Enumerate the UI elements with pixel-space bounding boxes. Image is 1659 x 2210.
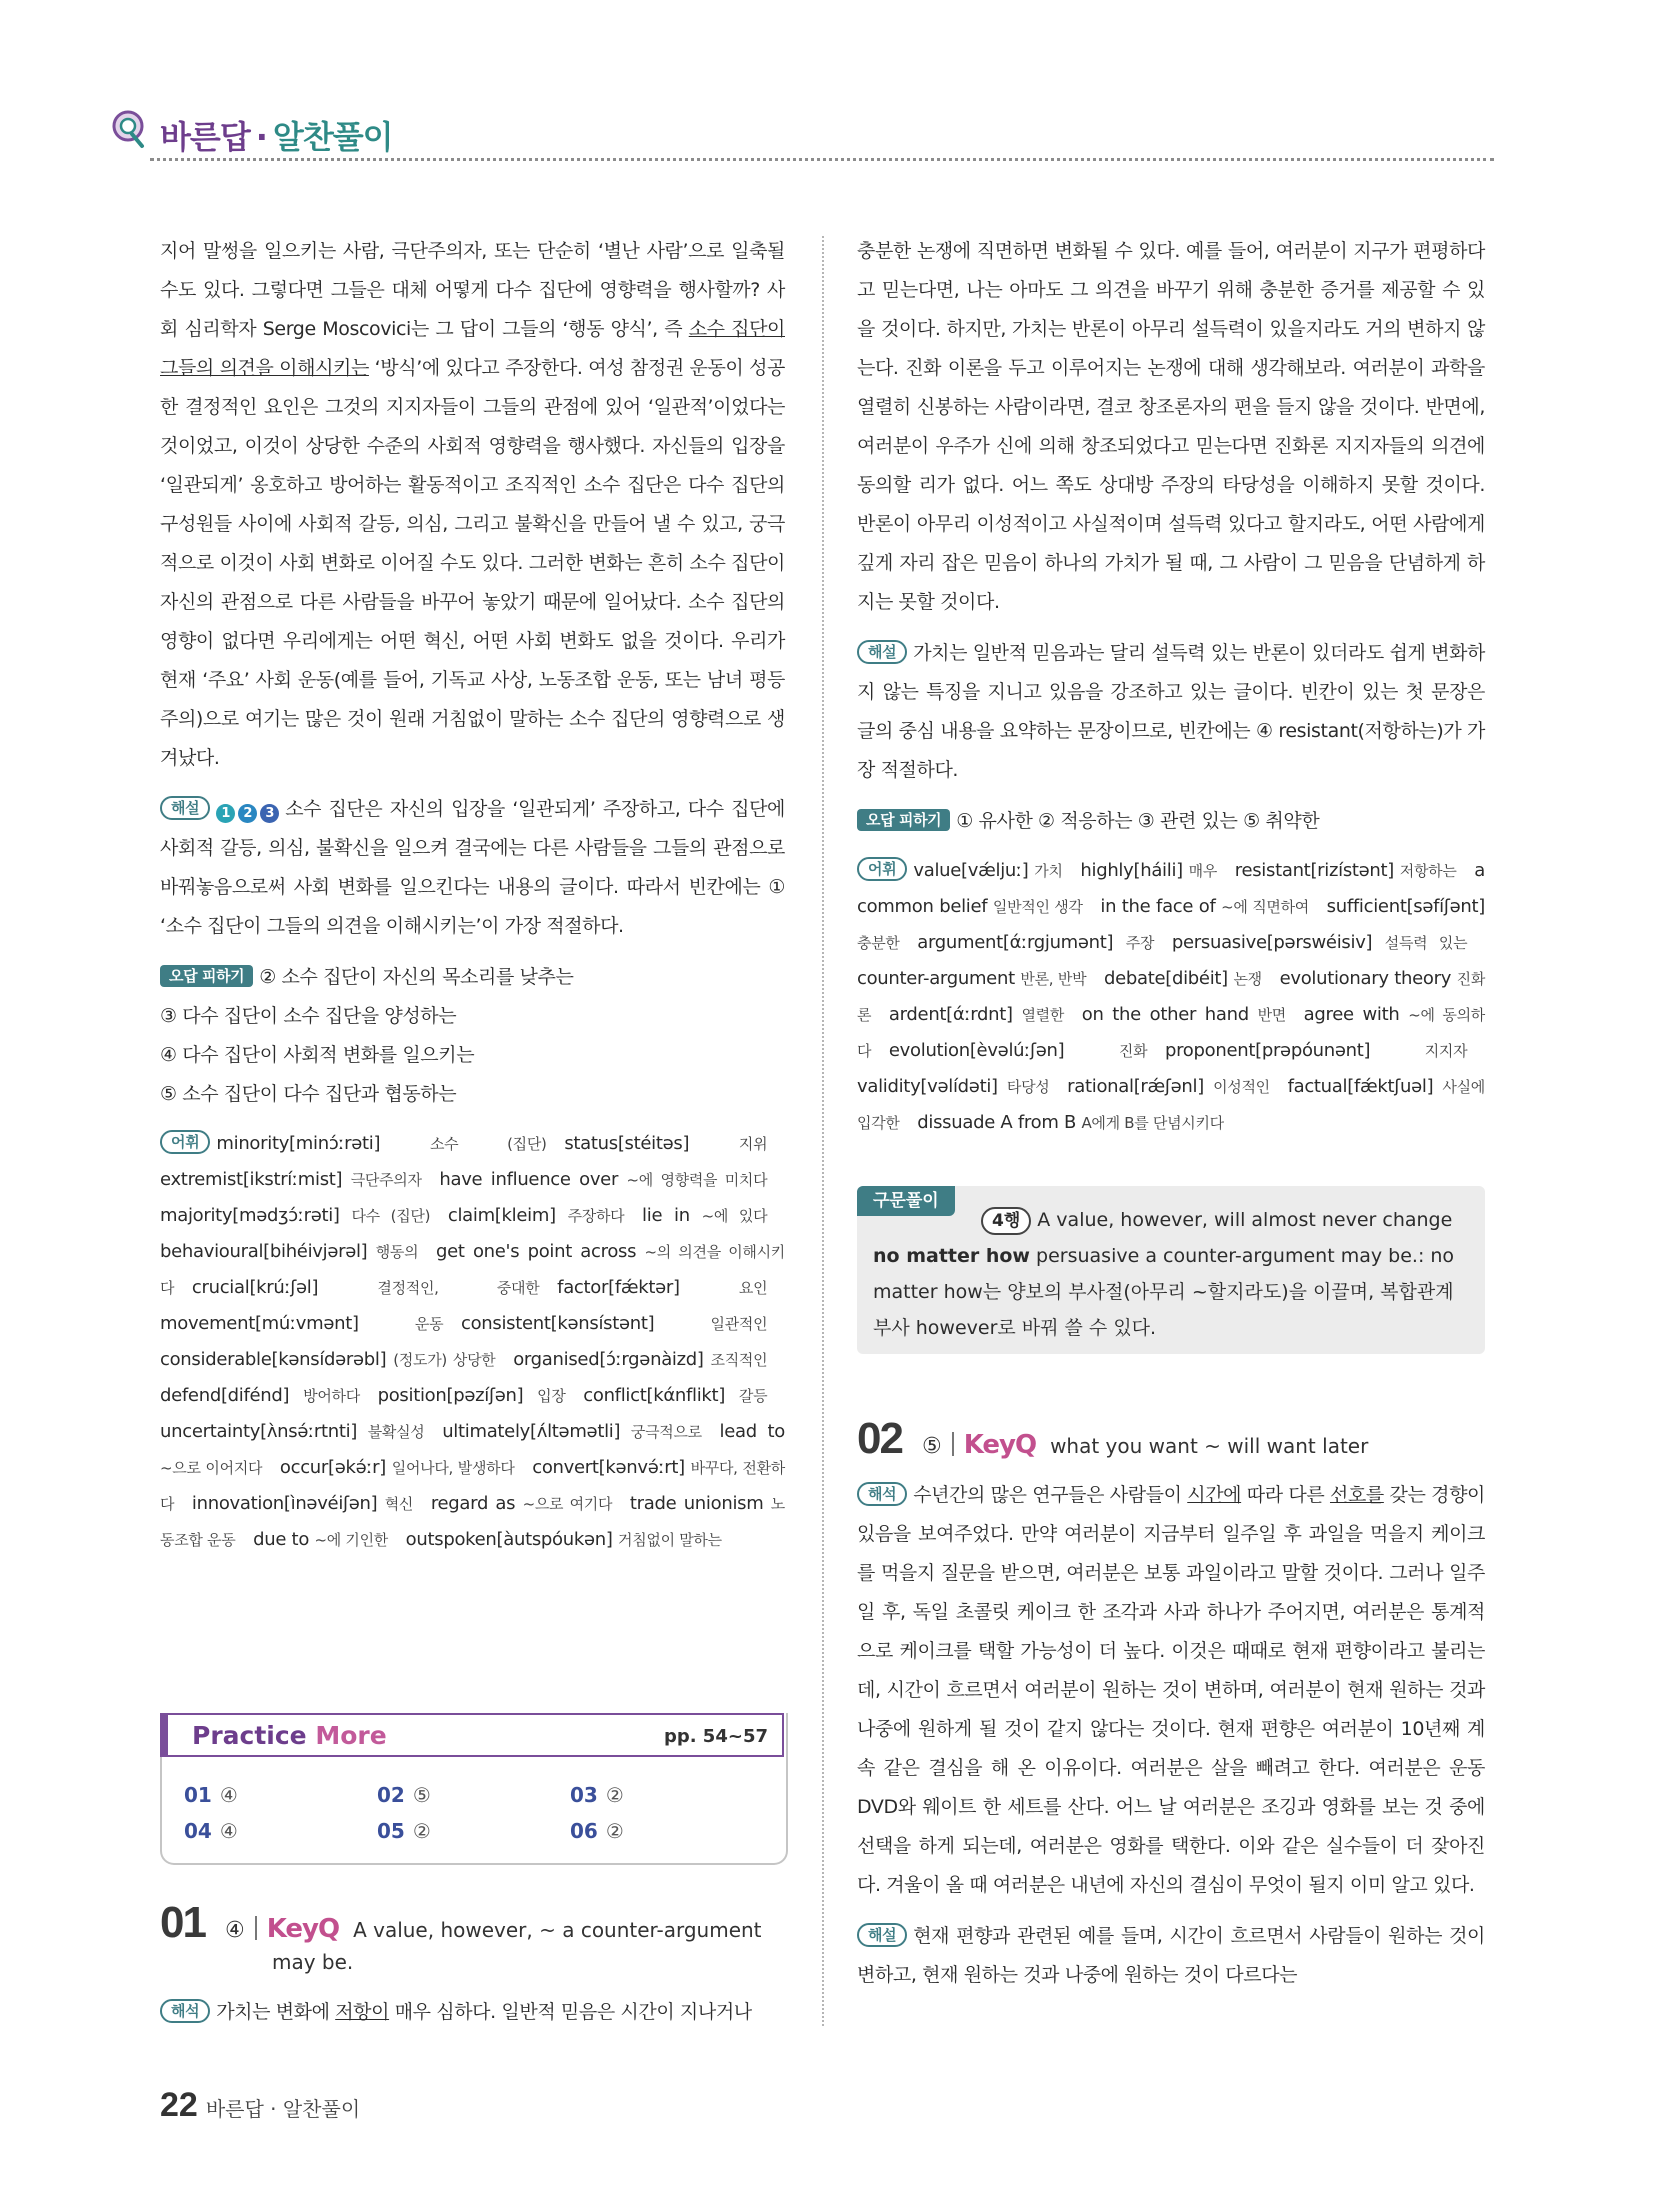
wrong-item: ④ 다수 집단이 사회적 변화를 일으키는 (160, 1044, 475, 1066)
vocab-meaning: 조직적인 (710, 1351, 768, 1369)
vocab-meaning: 소수 (집단) (429, 1135, 547, 1153)
wrong-tag: 오답 피하기 (160, 965, 253, 987)
question-answer: ④ (224, 1918, 245, 1943)
vocab-meaning: 열렬한 (1021, 1006, 1065, 1024)
explanation: 해설 가치는 일반적 믿음과는 달리 설득력 있는 반론이 있더라도 쉽게 변화하지 않는 특징을 지니고 있음을 강조하고 있는 글이다. 빈칸이 있는 첫 문장은 글의 중심 내용을 요약하는 문장이므로, 빈칸에는 ④ resistant(저항하는)가 가장 적절하다. (857, 642, 1485, 781)
line-badge: 4행 (981, 1207, 1031, 1235)
vocab-meaning: 혁신 (384, 1495, 414, 1513)
vocab-word: evolutionary theory (1279, 968, 1457, 989)
vocab-meaning: 진화론 (857, 970, 1486, 1024)
vocab-word: proponent[prəpóunənt] (1164, 1040, 1425, 1061)
vocab-meaning: 일관적인 (710, 1315, 768, 1333)
vocab-meaning: ~에 있다 (701, 1207, 768, 1225)
keyq-text: what you want ~ will want later (1050, 1434, 1369, 1458)
vocab-word: lead to (719, 1421, 785, 1442)
right-column (857, 232, 1485, 1141)
vocab-word: on the other hand (1081, 1004, 1258, 1025)
vocab-meaning: 행동의 (375, 1243, 419, 1261)
vocab-meaning: 거침없이 말하는 (618, 1531, 722, 1549)
vocab-meaning: 지위 (738, 1135, 768, 1153)
vocab-word: status[stéitəs] (564, 1133, 739, 1154)
vocab-word: in the face of (1100, 896, 1222, 917)
vocab-meaning: 일어나다, 발생하다 (391, 1459, 515, 1477)
answer-item: 04 ④ (184, 1819, 238, 1843)
answer-item: 06 ② (570, 1819, 624, 1843)
vocab-meaning: 타당성 (1006, 1078, 1050, 1096)
vocab-word: rational[rǽʃənl] (1067, 1076, 1214, 1097)
vocab-word: position[pəzíʃən] (377, 1385, 538, 1406)
vocab-meaning: 반면 (1257, 1006, 1286, 1024)
question-01-header (160, 1898, 762, 1948)
step-badge-3: 3 (260, 804, 279, 823)
vocab-meaning: A에게 B를 단념시키다 (1081, 1114, 1224, 1132)
page-header (110, 108, 1494, 160)
vocab-word: occur[əkə́ːr] (279, 1457, 392, 1478)
vocab-meaning: 주장하다 (567, 1207, 625, 1225)
vocab-meaning: 반론, 반박 (1020, 970, 1087, 988)
explain-tag: 해설 (857, 1923, 907, 1947)
vocab-word: regard as (430, 1493, 523, 1514)
passage-continued: 지어 말썽을 일으키는 사람, 극단주의자, 또는 단순히 ‘별난 사람’으로 일축될 수도 있다. 그렇다면 그들은 대체 어떻게 다수 집단에 영향력을 행사할까? 사회 심리학자 Serge Moscovici는 그 답이 그들의 ‘행동 양식’, 즉 소수 집단이 그들의 의견을 이해시키는 ‘방식’에 있다고 주장한다. 여성 참정권 운동이 성공한 결정적인 요인은 그것의 지지자들이 그들의 관점에 있어 ‘일관적’이었다는 것이었고, 이것이 상당한 수준의 사회적 영향력을 행사했다. 자신들의 입장을 ‘일관되게’ 옹호하고 방어하는 활동적이고 조직적인 소수 집단은 다수 집단의 구성원들 사이에 사회적 갈등, 의심, 그리고 불확신을 만들어 낼 수 있고, 궁극적으로 이것이 사회 변화로 이어질 수도 있다. 그러한 변화는 흔히 소수 집단이 자신의 관점으로 다른 사람들을 바꾸어 놓았기 때문에 일어났다. 소수 집단의 영향이 없다면 우리에게는 어떤 혁신, 어떤 사회 변화도 없을 것이다. 우리가 현재 ‘주요’ 사회 운동(예를 들어, 기독교 사상, 노동조합 운동, 또는 남녀 평등주의)으로 여기는 많은 것이 원래 거침없이 말하는 소수 집단의 영향력으로 생겨났다. (160, 240, 785, 769)
vocab-word: due to (253, 1529, 315, 1550)
keyq-label: KeyQ (266, 1914, 340, 1944)
vocab-meaning: ~에 동의하다 (857, 1006, 1485, 1060)
vocab-word: behavioural[bihéivjərəl] (160, 1241, 376, 1262)
question-01-translation: 해석 가치는 변화에 저항이 매우 심하다. 일반적 믿음은 시간이 지나거나 (160, 1993, 785, 2032)
question-02-explanation: 해설 현재 편향과 관련된 예를 들며, 시간이 흐르면서 사람들이 원하는 것이 변하고, 현재 원하는 것과 나중에 원하는 것이 다르다는 (857, 1925, 1485, 1986)
vocab-word: majority[mədʒɔ́ːrəti] (160, 1205, 352, 1226)
vocab-word: organised[ɔ́ːrgənàizd] (513, 1349, 711, 1370)
q-logo-icon (110, 108, 150, 152)
header-title-part2: 알찬풀이 (272, 118, 393, 156)
vocab-meaning: 노동조합 운동 (160, 1495, 785, 1549)
vocab-word: highly[háili] (1080, 860, 1189, 881)
underlined-answer-phrase: 소수 집단이 그들의 의견을 이해시키는 (160, 318, 785, 379)
vocab-meaning: 결정적인, 중대한 (377, 1279, 540, 1297)
vocab-word: debate[dibéit] (1103, 968, 1234, 989)
practice-more-title: Practice More (192, 1721, 387, 1750)
vocab-word: validity[vəlídəti] (857, 1076, 1007, 1097)
column-divider (822, 236, 824, 2026)
vocab-word: movement[múːvmənt] (160, 1313, 415, 1334)
step-badge-1: 1 (216, 804, 235, 823)
vocabulary-list (160, 1126, 785, 1558)
vocab-meaning: ~에 기인한 (314, 1531, 388, 1549)
vocab-word: consistent[kənsístənt] (460, 1313, 711, 1334)
header-dotted-rule (150, 158, 1494, 161)
vocab-word: ardent[άːrdnt] (888, 1004, 1022, 1025)
wrong-item: ③ 다수 집단이 소수 집단을 양성하는 (160, 1005, 457, 1027)
vocab-meaning: 사실에 입각한 (857, 1078, 1485, 1132)
vocab-meaning: ~에 직면하여 (1221, 898, 1309, 916)
vocab-word: claim[kleim] (447, 1205, 568, 1226)
vocab-word: extremist[ikstríːmist] (160, 1169, 351, 1190)
vocab-word: factual[fǽktʃuəl] (1287, 1076, 1443, 1097)
page-number: 22 (160, 2086, 198, 2124)
question-02-translation: 해석 수년간의 많은 연구들은 사람들이 시간에 따라 다른 선호를 갖는 경향이 있음을 보여주었다. 만약 여러분이 지금부터 일주일 후 과일을 먹을지 케이크를 먹을지 질문을 받으면, 여러분은 보통 과일이라고 말할 것이다. 그러나 일주일 후, 독일 초콜릿 케이크 한 조각과 사과 하나가 주어지면, 여러분은 통계적으로 케이크를 택할 가능성이 더 높다. 이것은 때때로 현재 편향이라고 불리는데, 시간이 흐르면서 여러분이 원하는 것이 변하며, 여러분이 현재 원하는 것과 나중에 원하게 될 것이 같지 않다는 것이다. 현재 편향은 여러분이 10년째 계속 같은 결심을 해 온 이유이다. 여러분은 살을 빼려고 한다. 여러분은 운동 DVD와 웨이트 한 세트를 산다. 어느 날 여러분은 조깅과 영화를 보는 것 중에 선택을 하게 되는데, 여러분은 영화를 택한다. 이와 같은 실수들이 더 잦아진다. 겨울이 올 때 여러분은 내년에 자신의 결심이 무엇이 될지 이미 알고 있다. (857, 1484, 1485, 1896)
left-column (160, 232, 785, 1558)
practice-more-pages: pp. 54~57 (663, 1726, 768, 1747)
vocab-meaning: 매우 (1188, 862, 1218, 880)
header-title-sep: · (255, 118, 267, 156)
vocab-word: convert[kənvə́ːrt] (532, 1457, 691, 1478)
question-number: 01 (160, 1898, 205, 1947)
vocab-word: lie in (642, 1205, 702, 1226)
vocabulary-list (857, 853, 1485, 1141)
vocab-word: defend[difénd] (160, 1385, 304, 1406)
vocab-meaning: 요인 (738, 1279, 768, 1297)
vocab-meaning: 불확실성 (367, 1423, 425, 1441)
vocab-meaning: 충분한 (857, 934, 900, 952)
vocab-meaning: 바꾸다, 전환하다 (160, 1459, 785, 1513)
answer-item: 03 ② (570, 1783, 624, 1807)
vocab-tag: 어휘 (857, 857, 907, 881)
vocab-word: dissuade A from B (917, 1112, 1082, 1133)
vocab-meaning: 가치 (1034, 862, 1063, 880)
vocab-meaning: 지지자 (1424, 1042, 1468, 1060)
vocab-meaning: 일반적인 생각 (992, 898, 1083, 916)
explain-tag: 해설 (857, 640, 907, 664)
vocab-word: counter-argument (857, 968, 1021, 989)
footer-label: 바른답 · 알찬풀이 (205, 2097, 361, 2121)
vocab-word: agree with (1303, 1004, 1409, 1025)
question-number: 02 (857, 1414, 902, 1463)
wrong-answers (160, 958, 785, 1114)
grammar-box (857, 1186, 1485, 1354)
vocab-meaning: ~의 의견을 이해시키다 (160, 1243, 785, 1297)
vocab-word: factor[fǽktər] (557, 1277, 739, 1298)
translation-continued: 충분한 논쟁에 직면하면 변화될 수 있다. 예를 들어, 여러분이 지구가 편평하다고 믿는다면, 나는 아마도 그 의견을 바꾸기 위해 충분한 증거를 제공할 수 있을 것이다. 하지만, 가치는 반론이 아무리 설득력이 있을지라도 거의 변하지 않는다. 진화 이론을 두고 이루어지는 논쟁에 대해 생각해보라. 여러분이 과학을 열렬히 신봉하는 사람이라면, 결코 창조론자의 편을 들지 않을 것이다. 반면에, 여러분이 우주가 신에 의해 창조되었다고 믿는다면 진화론 지지자들의 의견에 동의할 리가 없다. 어느 쪽도 상대방 주장의 타당성을 이해하지 못할 것이다. 반론이 아무리 이성적이고 사실적이며 설득력 있다고 할지라도, 어떤 사람에게 깊게 자리 잡은 믿음이 하나의 가치가 될 때, 그 사람이 그 믿음을 단념하게 하지는 못할 것이다. (857, 240, 1485, 613)
vocab-word: minority[minɔ́ːrəti] (216, 1133, 430, 1154)
vocab-meaning: 진화 (1118, 1042, 1148, 1060)
vocab-word: crucial[krúːʃəl] (191, 1277, 378, 1298)
answer-item: 05 ② (377, 1819, 431, 1843)
vocab-word: evolution[èvəlúːʃən] (888, 1040, 1119, 1061)
step-number-badges (216, 804, 279, 823)
vocab-meaning: ~에 영향력을 미치다 (626, 1171, 768, 1189)
vocab-word: trade unionism (629, 1493, 771, 1514)
vocab-tag: 어휘 (160, 1130, 210, 1154)
vocab-word: have influence over (439, 1169, 627, 1190)
keyq-text-line2: may be. (272, 1950, 354, 1974)
answer-item: 01 ④ (184, 1783, 238, 1807)
vocab-word: conflict[kάnflikt] (583, 1385, 739, 1406)
vocab-word: uncertainty[ʌ̀nsə́ːrtnti] (160, 1421, 368, 1442)
vocab-word: persuasive[pərswéisiv] (1171, 932, 1385, 953)
vocab-meaning: ~으로 이어지다 (160, 1459, 263, 1477)
keyq-text: A value, however, ~ a counter-argument (353, 1918, 762, 1942)
header-title (160, 112, 393, 158)
vocab-meaning: 운동 (414, 1315, 444, 1333)
vocab-meaning: 갈등 (738, 1387, 768, 1405)
vocab-word: resistant[rizístənt] (1234, 860, 1400, 881)
wrong-item: ⑤ 소수 집단이 다수 집단과 협동하는 (160, 1083, 457, 1105)
header-title-part1: 바른답 (160, 118, 250, 156)
vocab-meaning: 극단주의자 (350, 1171, 422, 1189)
wrong-tag: 오답 피하기 (857, 809, 950, 831)
vocab-word: innovation[ìnəvéiʃən] (191, 1493, 385, 1514)
step-badge-2: 2 (238, 804, 257, 823)
vocab-meaning: 주장 (1125, 934, 1155, 952)
explanation: 해설 1 2 3 소수 집단은 자신의 입장을 ‘일관되게’ 주장하고, 다수 집단에 사회적 갈등, 의심, 불확신을 일으켜 결국에는 다른 사람들을 그들의 관점으로 바꿔놓음으로써 사회 변화를 일으킨다는 내용의 글이다. 따라서 빈칸에는 ① ‘소수 집단이 그들의 의견을 이해시키는’이 가장 적절하다. (160, 798, 785, 937)
vocab-word: argument[άːrgjumənt] (917, 932, 1126, 953)
vocab-meaning: 방어하다 (303, 1387, 360, 1405)
vocab-word: considerable[kənsídərəbl] (160, 1349, 394, 1370)
vocab-word: outspoken[àutspóukən] (405, 1529, 619, 1550)
vocab-meaning: 다수 (집단) (351, 1207, 431, 1225)
vocab-word: get one's point across (436, 1241, 645, 1262)
grammar-body: 4행 A value, however, will almost never change no matter how persuasive a counter-argument may be.: no matter how는 양보의 부사절(아무리 ~할지라도)을 이끌며, 복합관계부사 however로 바꿔 쓸 수 있다. (873, 1209, 1455, 1339)
vocab-meaning: (정도가) 상당한 (393, 1351, 496, 1369)
practice-more-box (160, 1713, 788, 1865)
vocab-word: a common belief (857, 860, 1485, 917)
vocab-meaning: 입장 (537, 1387, 566, 1405)
practice-more-header (160, 1713, 784, 1757)
translate-tag: 해석 (160, 1999, 210, 2023)
question-answer: ⑤ (921, 1434, 942, 1459)
vocab-meaning: 이성적인 (1213, 1078, 1270, 1096)
vocab-meaning: 설득력 있는 (1384, 934, 1468, 952)
page-footer (160, 2086, 360, 2125)
wrong-item: ② 소수 집단이 자신의 목소리를 낮추는 (259, 966, 574, 988)
explain-tag: 해설 (160, 796, 210, 820)
question-02-header (857, 1414, 1368, 1464)
translate-tag: 해석 (857, 1482, 907, 1506)
vocab-meaning: ~으로 여기다 (522, 1495, 613, 1513)
wrong-answers: 오답 피하기 ① 유사한 ② 적응하는 ③ 관련 있는 ⑤ 취약한 (857, 802, 1485, 841)
grammar-tag: 구문풀이 (857, 1186, 955, 1216)
vocab-word: sufficient[səfíʃənt] (1326, 896, 1485, 917)
vocab-word: value[vǽljuː] (913, 860, 1035, 881)
vocab-meaning: 논쟁 (1233, 970, 1262, 988)
answer-item: 02 ⑤ (377, 1783, 431, 1807)
vocab-meaning: 궁극적으로 (630, 1423, 702, 1441)
vocab-word: ultimately[ʌ́ltəmətli] (442, 1421, 631, 1442)
vocab-meaning: 저항하는 (1399, 862, 1457, 880)
keyq-label: KeyQ (963, 1430, 1037, 1460)
question-02-body (857, 1476, 1485, 1995)
